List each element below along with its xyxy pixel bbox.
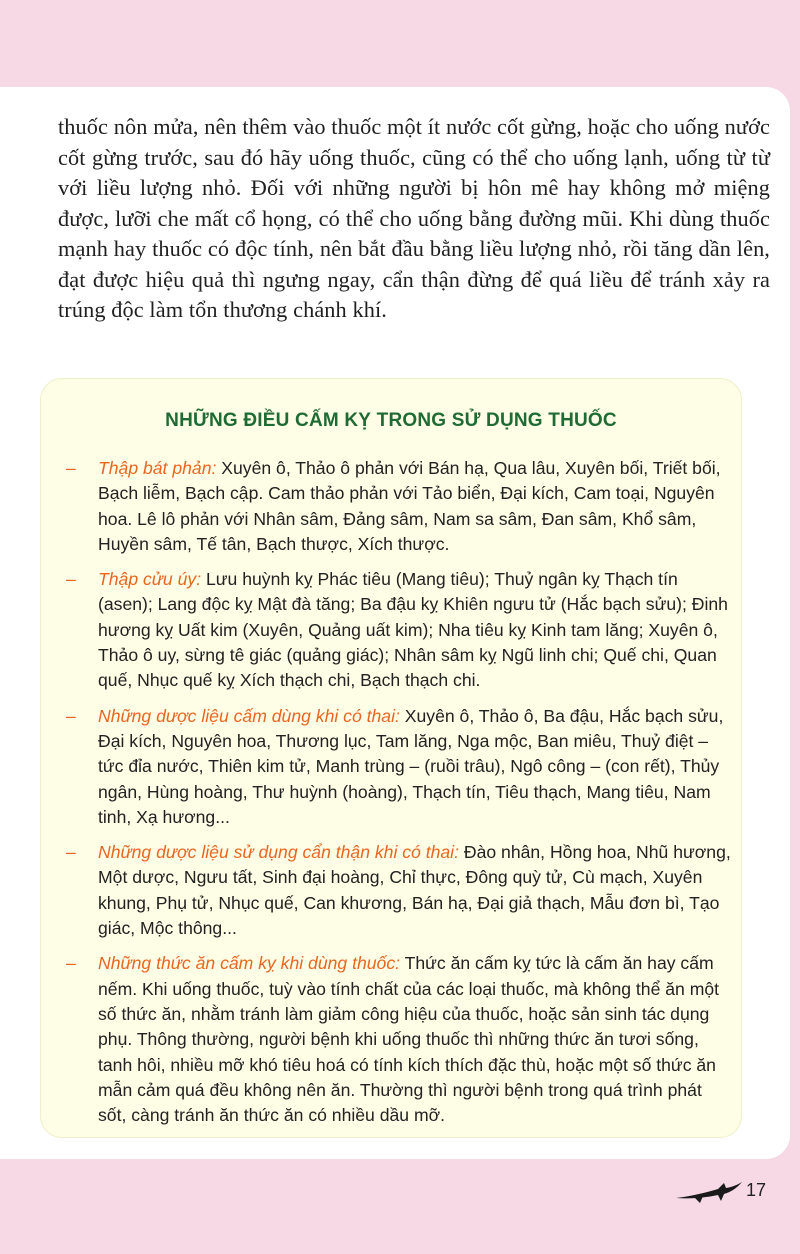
list-item [66,951,732,1128]
item-term: Những dược liệu cấm dùng khi có thai: [98,705,400,726]
page-number: 17 [746,1180,767,1200]
bullet-dash: – [66,953,76,974]
intro-paragraph: thuốc nôn mửa, nên thêm vào thuốc một ít nước cốt gừng, hoặc cho uống nước cốt gừng trước, sau đó hãy uống thuốc, cũng có thể cho uống lạnh, uống từ từ với liều lượng nhỏ. Đối với những người bị hôn mê hay không mở miệng được, lưỡi che mất cổ họng, có thể cho uống bằng đường mũi. Khi dùng thuốc mạnh hay thuốc có độc tính, nên bắt đầu bằng liều lượng nhỏ, rồi tăng dần lên, đạt được hiệu quả thì ngưng ngay, cẩn thận đừng để quá liều để tránh xảy ra trúng độc làm tổn thương chánh khí. [58,114,770,322]
list-item [66,704,732,830]
box-title: NHỮNG ĐIỀU CẤM KỴ TRONG SỬ DỤNG THUỐC [165,410,617,431]
bullet-dash: – [66,458,76,478]
list-item [66,840,732,941]
list-item [66,567,732,693]
bullet-dash: – [66,569,76,590]
contraindication-list [66,456,732,1138]
item-text: Thức ăn cấm kỵ tức là cấm ăn hay cấm nếm. Khi uống thuốc, tuỳ vào tính chất của các loại thuốc, mà không thể ăn một số thức ăn, nhằm tránh làm giảm công hiệu của thuốc, hoặc sản sinh tác dụng phụ. Thông thường, người bệnh khi uống thuốc thì những thức ăn tươi sống, tanh hôi, nhiều mỡ khó tiêu hoá có tính kích thích đặc thù, hoặc một số thức ăn mẫn cảm quá đều không nên ăn. Thường thì người bệnh trong quá trình phát sốt, càng tránh ăn thức ăn có nhiều dầu mỡ. [98,953,720,1126]
item-text: Đào nhân, Hồng hoa, Nhũ hương, Một dược, Ngưu tất, Sinh đại hoàng, Chỉ thực, Đông quỳ tử, Cù mạch, Xuyên khung, Phụ tử, Nhục quế, Can khương, Bán hạ, Đại giả thạch, Mẫu đơn bì, Tạo giác, Mộc thông... [98,842,731,939]
list-item [66,456,732,557]
item-term: Thập cửu úy: [98,569,202,590]
item-text: Lưu huỳnh kỵ Phác tiêu (Mang tiêu); Thuỷ ngân kỵ Thạch tín (asen); Lang độc kỵ Mật đà tăng; Ba đậu kỵ Khiên ngưu tử (Hắc bạch sửu); Đinh hương kỵ Uất kim (Xuyên, Quảng uất kim); Nha tiêu kỵ Kinh tam lăng; Xuyên ô, Thảo ô uy, sừng tê giác (quảng giác); Nhân sâm kỵ Ngũ linh chi; Quế chi, Quan quế, Nhục quế kỵ Xích thạch chi, Bạch thạch chi. [98,569,728,691]
item-text: Xuyên ô, Thảo ô, Ba đậu, Hắc bạch sửu, Đại kích, Nguyên hoa, Thương lục, Tam lăng, Nga mộc, Ban miêu, Thuỷ điệt – tức đỉa nước, Thiên kim tử, Manh trùng – (ruồi trâu), Ngô công – (con rết), Thủy ngân, Hùng hoàng, Thư huỳnh (hoàng), Thạch tín, Tiêu thạch, Mang tiêu, Nam tinh, Xạ hương... [98,705,724,827]
bullet-dash: – [66,705,76,726]
item-term: Những thức ăn cấm kỵ khi dùng thuốc: [98,953,401,974]
item-term: Thập bát phản: [98,458,217,478]
contraindications-box [40,378,742,1138]
item-text: Xuyên ô, Thảo ô phản với Bán hạ, Qua lâu, Xuyên bối, Triết bối, Bạch liễm, Bạch cập. Cam thảo phản với Tảo biển, Đại kích, Cam toại, Nguyên hoa. Lê lô phản với Nhân sâm, Đảng sâm, Nam sa sâm, Đan sâm, Khổ sâm, Huyền sâm, Tế tân, Bạch thược, Xích thược. [98,458,721,554]
bullet-dash: – [66,842,76,863]
bird-ornament-icon [674,1178,744,1206]
item-term: Những dược liệu sử dụng cẩn thận khi có thai: [98,842,459,863]
